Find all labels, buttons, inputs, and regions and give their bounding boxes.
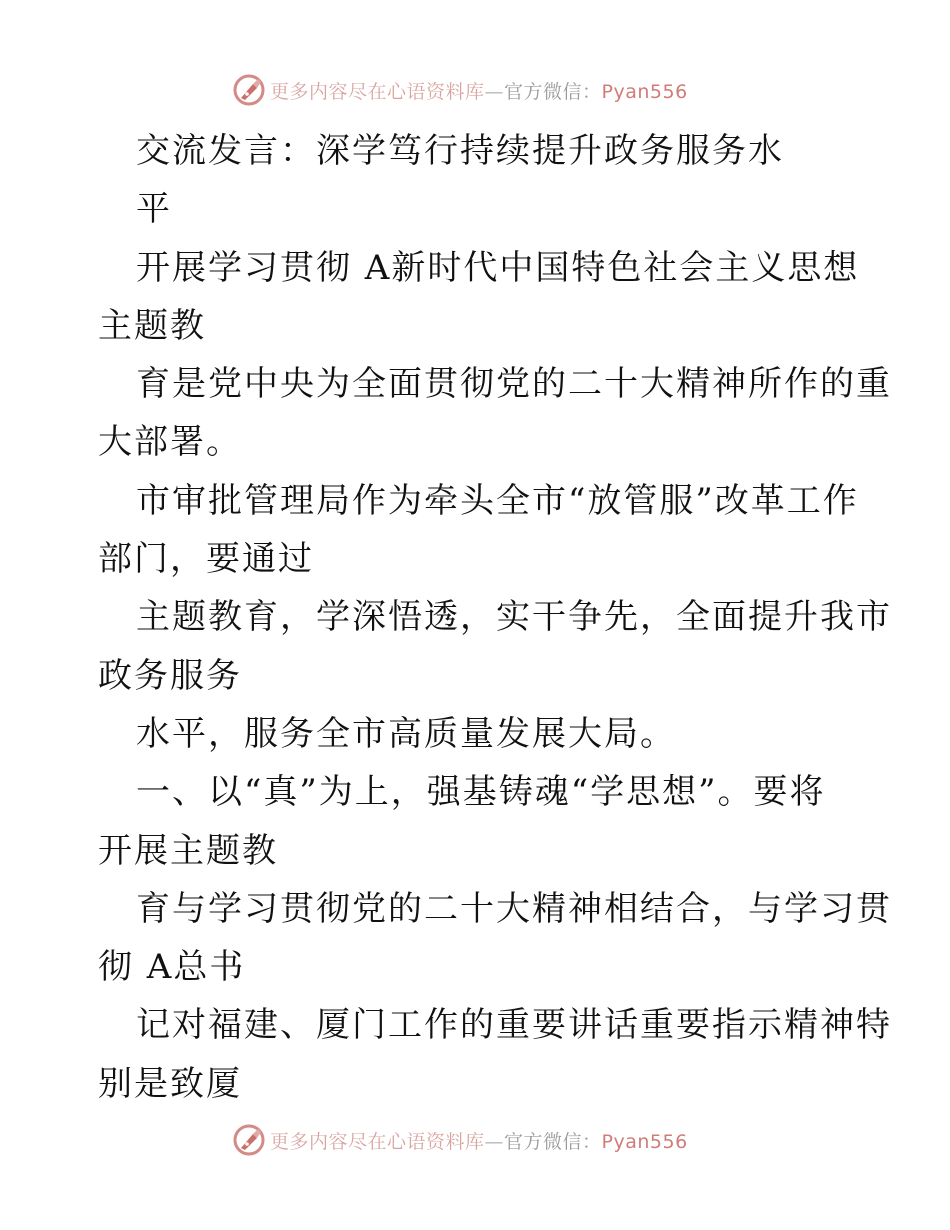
watermark-text: 更多内容尽在心语资料库	[270, 1130, 485, 1153]
watermark-wechat-id: Pyan556	[601, 80, 688, 103]
footer-watermark	[232, 1122, 688, 1158]
watermark-dash: —	[484, 1130, 505, 1153]
paragraph-line: 别是致厦	[98, 1063, 242, 1104]
pen-nib-logo-icon	[232, 73, 266, 107]
paragraph-line: 部门，要通过	[98, 539, 314, 580]
paragraph-line: 政务服务	[98, 655, 242, 696]
paragraph-line: 育是党中央为全面贯彻党的二十大精神所作的重	[136, 364, 892, 405]
watermark-text: 更多内容尽在心语资料库	[270, 80, 485, 103]
paragraph-line: 市审批管理局作为牵头全市“放管服”改革工作	[136, 480, 859, 521]
paragraph-line: 开展学习贯彻 A新时代中国特色社会主义思想	[136, 247, 860, 288]
watermark-wechat-label: 官方微信：	[504, 1130, 602, 1153]
paragraph-line: 主题教	[98, 305, 206, 346]
document-body	[98, 122, 892, 1113]
paragraph-line: 记对福建、厦门工作的重要讲话重要指示精神特	[136, 1005, 892, 1046]
pen-nib-logo-icon	[232, 1123, 266, 1157]
paragraph-line: 开展主题教	[98, 830, 278, 871]
watermark-dash: —	[484, 80, 505, 103]
paragraph-line: 彻 A总书	[98, 947, 246, 988]
document-title-line-1: 交流发言：深学笃行持续提升政务服务水	[136, 131, 784, 171]
watermark-wechat-label: 官方微信：	[504, 80, 602, 103]
paragraph-line: 育与学习贯彻党的二十大精神相结合，与学习贯	[136, 888, 892, 929]
watermark-wechat-id: Pyan556	[601, 1130, 688, 1153]
paragraph-line: 大部署。	[98, 422, 242, 463]
paragraph-line: 主题教育，学深悟透，实干争先，全面提升我市	[136, 597, 892, 638]
header-watermark	[232, 72, 688, 108]
section-heading-line: 一、以“真”为上，强基铸魂“学思想”。要将	[136, 772, 826, 813]
document-title-line-2: 平	[136, 189, 172, 230]
paragraph-line: 水平，服务全市高质量发展大局。	[136, 713, 676, 754]
